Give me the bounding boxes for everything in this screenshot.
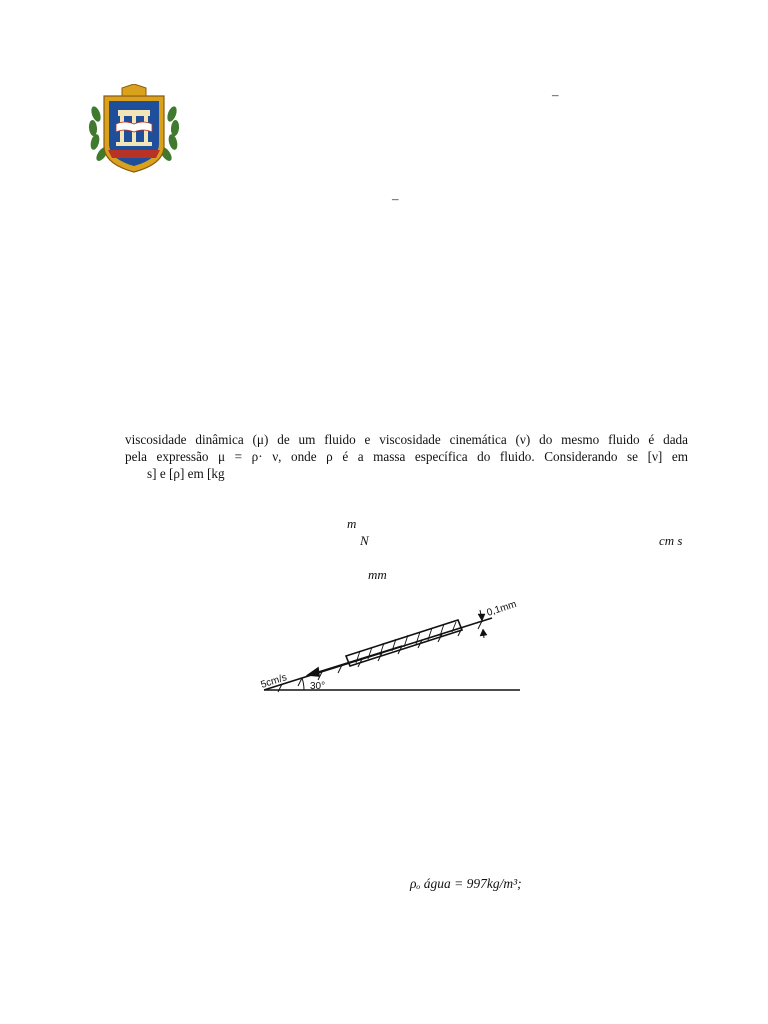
header-dash-2: – — [392, 191, 399, 206]
question-paragraph — [125, 431, 688, 482]
university-seal-logo — [86, 84, 182, 176]
math-m: m — [347, 516, 357, 531]
paragraph-line-1: viscosidade dinâmica (μ) de um fluido e viscosidade cinemática (ν) do mesmo fluido é dada — [125, 432, 688, 447]
math-cm-s: cm s — [659, 533, 683, 548]
paragraph-line-3: s] e [ρ] em [kg — [147, 466, 225, 481]
gap-label: 0,1mm — [485, 598, 518, 619]
math-mm: mm — [368, 567, 387, 582]
header-dash-1: – — [552, 87, 559, 102]
inclined-plane-diagram — [252, 588, 528, 704]
density-expression: ρₒ água = 997kg/m³; — [410, 876, 522, 891]
paragraph-line-2: pela expressão μ = ρ· ν, onde ρ é a massa específica do fluido. Considerando se [ν] em — [125, 449, 688, 464]
math-N: N — [360, 533, 369, 548]
velocity-label: 5cm/s — [259, 672, 289, 691]
angle-label: 30° — [310, 681, 326, 692]
